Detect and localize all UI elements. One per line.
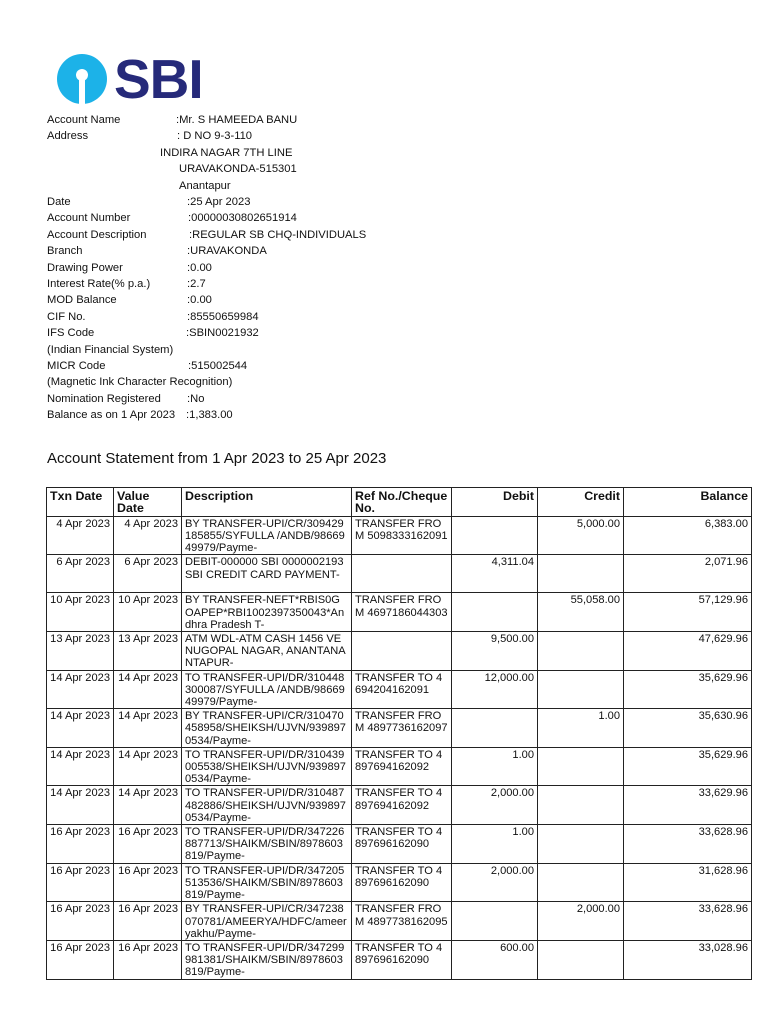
account-info-value: :85550659984 xyxy=(187,310,259,323)
account-info-label: Account Name xyxy=(47,114,121,126)
cell-balance: 33,629.96 xyxy=(624,786,752,825)
cell-txn-date: 14 Apr 2023 xyxy=(47,709,114,748)
cell-ref xyxy=(352,555,452,593)
table-row xyxy=(47,863,752,902)
account-info-value: :Mr. S HAMEEDA BANU xyxy=(176,114,298,126)
cell-description: BY TRANSFER-NEFT*RBIS0GOAPEP*RBI1002397350043*Andhra Pradesh T- xyxy=(182,593,352,632)
cell-description: TO TRANSFER-UPI/DR/310439005538/SHEIKSH/UJVN/9398970534/Payme- xyxy=(182,747,352,786)
account-info-value: :25 Apr 2023 xyxy=(187,196,251,208)
cell-ref: TRANSFER TO 4897696162090 xyxy=(352,863,452,902)
cell-ref: TRANSFER TO 4897696162090 xyxy=(352,825,452,864)
cell-value-date: 16 Apr 2023 xyxy=(114,863,182,902)
cell-credit: 1.00 xyxy=(538,709,624,748)
cell-txn-date: 10 Apr 2023 xyxy=(47,593,114,632)
cell-credit xyxy=(538,863,624,902)
table-row xyxy=(47,555,752,593)
cell-credit xyxy=(538,825,624,864)
cell-description: BY TRANSFER-UPI/CR/347238070781/AMEERYA/HDFC/ameeryakhu/Payme- xyxy=(182,902,352,941)
cell-debit: 600.00 xyxy=(452,940,538,979)
statement-title: Account Statement from 1 Apr 2023 to 25 Apr 2023 xyxy=(47,450,387,467)
cell-balance: 31,628.96 xyxy=(624,863,752,902)
cell-ref: TRANSFER TO 4897694162092 xyxy=(352,747,452,786)
account-info-label: MOD Balance xyxy=(47,294,117,307)
cell-balance: 35,629.96 xyxy=(624,747,752,786)
cell-description: BY TRANSFER-UPI/CR/309429185855/SYFULLA /ANDB/9866949979/Payme- xyxy=(182,516,352,555)
cell-value-date: 14 Apr 2023 xyxy=(114,786,182,825)
account-info-label: (Indian Financial System) xyxy=(47,343,174,356)
cell-txn-date: 13 Apr 2023 xyxy=(47,632,114,671)
table-row xyxy=(47,902,752,941)
account-info-label: Nomination Registered xyxy=(47,392,161,405)
account-info-value: :0.00 xyxy=(187,261,212,274)
table-header-row xyxy=(47,488,752,517)
cell-debit: 9,500.00 xyxy=(452,632,538,671)
cell-balance: 33,628.96 xyxy=(624,825,752,864)
cell-credit xyxy=(538,632,624,671)
table-row xyxy=(47,593,752,632)
sbi-logo xyxy=(56,48,206,110)
account-info-value: URAVAKONDA-515301 xyxy=(179,163,297,176)
cell-balance: 35,629.96 xyxy=(624,670,752,709)
cell-txn-date: 16 Apr 2023 xyxy=(47,825,114,864)
cell-balance: 35,630.96 xyxy=(624,709,752,748)
cell-value-date: 16 Apr 2023 xyxy=(114,825,182,864)
table-row xyxy=(47,940,752,979)
cell-txn-date: 4 Apr 2023 xyxy=(47,516,114,555)
account-info-label: Address xyxy=(47,130,89,143)
cell-ref: TRANSFER FROM 4897736162097 xyxy=(352,709,452,748)
cell-debit: 1.00 xyxy=(452,825,538,864)
table-row xyxy=(47,670,752,709)
cell-credit: 2,000.00 xyxy=(538,902,624,941)
cell-value-date: 13 Apr 2023 xyxy=(114,632,182,671)
cell-txn-date: 14 Apr 2023 xyxy=(47,747,114,786)
cell-credit xyxy=(538,555,624,593)
cell-ref: TRANSFER FROM 4897738162095 xyxy=(352,902,452,941)
account-info-value: Anantapur xyxy=(179,179,231,192)
account-info-value: :SBIN0021932 xyxy=(186,327,259,340)
cell-balance: 6,383.00 xyxy=(624,516,752,555)
cell-debit xyxy=(452,593,538,632)
account-info-value: :1,383.00 xyxy=(186,409,233,422)
cell-value-date: 14 Apr 2023 xyxy=(114,709,182,748)
account-info-label: Drawing Power xyxy=(47,261,123,274)
cell-balance: 57,129.96 xyxy=(624,593,752,632)
account-info-value: :2.7 xyxy=(187,278,206,290)
cell-ref: TRANSFER TO 4694204162091 xyxy=(352,670,452,709)
header-credit: Credit xyxy=(538,488,624,517)
cell-value-date: 14 Apr 2023 xyxy=(114,670,182,709)
cell-description: ATM WDL-ATM CASH 1456 VENUGOPAL NAGAR, ANANTANANTAPUR- xyxy=(182,632,352,671)
table-row xyxy=(47,825,752,864)
cell-debit xyxy=(452,709,538,748)
account-info-value: : D NO 9-3-110 xyxy=(177,130,253,143)
cell-description: TO TRANSFER-UPI/DR/347226887713/SHAIKM/SBIN/8978603819/Payme- xyxy=(182,825,352,864)
cell-credit: 55,058.00 xyxy=(538,593,624,632)
cell-credit xyxy=(538,747,624,786)
header-value-date: Value Date xyxy=(114,488,182,517)
cell-txn-date: 16 Apr 2023 xyxy=(47,863,114,902)
account-info-label: Date xyxy=(47,196,71,208)
cell-value-date: 10 Apr 2023 xyxy=(114,593,182,632)
cell-ref: TRANSFER TO 4897694162092 xyxy=(352,786,452,825)
account-info-value: INDIRA NAGAR 7TH LINE xyxy=(160,146,293,159)
cell-txn-date: 14 Apr 2023 xyxy=(47,786,114,825)
cell-credit xyxy=(538,940,624,979)
account-info-label: Account Number xyxy=(47,212,131,225)
account-info-value: :No xyxy=(187,392,205,405)
sbi-logo-text: SBI xyxy=(114,48,203,110)
cell-credit xyxy=(538,670,624,709)
transactions-table xyxy=(46,487,752,980)
account-info-label: IFS Code xyxy=(47,327,95,340)
cell-description: TO TRANSFER-UPI/DR/310487482886/SHEIKSH/UJVN/9398970534/Payme- xyxy=(182,786,352,825)
table-row xyxy=(47,786,752,825)
header-debit: Debit xyxy=(452,488,538,517)
cell-value-date: 6 Apr 2023 xyxy=(114,555,182,593)
table-row xyxy=(47,516,752,555)
sbi-logo-icon xyxy=(56,53,108,105)
cell-debit: 2,000.00 xyxy=(452,786,538,825)
header-balance: Balance xyxy=(624,488,752,517)
account-info-value: :REGULAR SB CHQ-INDIVIDUALS xyxy=(189,228,367,241)
header-ref: Ref No./Cheque No. xyxy=(352,488,452,517)
account-info-label: Branch xyxy=(47,245,83,258)
account-info-label: (Magnetic Ink Character Recognition) xyxy=(47,376,233,389)
cell-ref: TRANSFER FROM 5098333162091 xyxy=(352,516,452,555)
account-info-label: CIF No. xyxy=(47,310,86,323)
account-info-value: :00000030802651914 xyxy=(188,212,297,225)
account-info-label: Account Description xyxy=(47,228,147,241)
cell-balance: 47,629.96 xyxy=(624,632,752,671)
cell-debit: 1.00 xyxy=(452,747,538,786)
cell-value-date: 16 Apr 2023 xyxy=(114,940,182,979)
cell-debit xyxy=(452,902,538,941)
cell-debit: 2,000.00 xyxy=(452,863,538,902)
table-row xyxy=(47,709,752,748)
cell-description: TO TRANSFER-UPI/DR/310448300087/SYFULLA /ANDB/9866949979/Payme- xyxy=(182,670,352,709)
account-info-value: :URAVAKONDA xyxy=(187,245,267,258)
header-txn-date: Txn Date xyxy=(47,488,114,517)
cell-balance: 33,028.96 xyxy=(624,940,752,979)
cell-credit: 5,000.00 xyxy=(538,516,624,555)
cell-txn-date: 16 Apr 2023 xyxy=(47,940,114,979)
cell-ref: TRANSFER FROM 4697186044303 xyxy=(352,593,452,632)
cell-description: TO TRANSFER-UPI/DR/347205513536/SHAIKM/SBIN/8978603819/Payme- xyxy=(182,863,352,902)
table-row xyxy=(47,747,752,786)
cell-description: BY TRANSFER-UPI/CR/310470458958/SHEIKSH/UJVN/9398970534/Payme- xyxy=(182,709,352,748)
cell-value-date: 4 Apr 2023 xyxy=(114,516,182,555)
cell-debit: 4,311.04 xyxy=(452,555,538,593)
table-row xyxy=(47,632,752,671)
cell-txn-date: 16 Apr 2023 xyxy=(47,902,114,941)
cell-txn-date: 14 Apr 2023 xyxy=(47,670,114,709)
cell-txn-date: 6 Apr 2023 xyxy=(47,555,114,593)
account-info-label: Interest Rate(% p.a.) xyxy=(47,278,151,290)
cell-balance: 33,628.96 xyxy=(624,902,752,941)
cell-value-date: 14 Apr 2023 xyxy=(114,747,182,786)
cell-description: DEBIT-000000 SBI 0000002193 SBI CREDIT CARD PAYMENT- xyxy=(182,555,352,593)
cell-ref xyxy=(352,632,452,671)
cell-ref: TRANSFER TO 4897696162090 xyxy=(352,940,452,979)
cell-debit xyxy=(452,516,538,555)
account-info-label: Balance as on 1 Apr 2023 xyxy=(47,409,176,422)
account-info-label: MICR Code xyxy=(47,360,106,372)
cell-value-date: 16 Apr 2023 xyxy=(114,902,182,941)
account-info-value: :0.00 xyxy=(187,294,212,307)
cell-description: TO TRANSFER-UPI/DR/347299981381/SHAIKM/SBIN/8978603819/Payme- xyxy=(182,940,352,979)
cell-balance: 2,071.96 xyxy=(624,555,752,593)
account-info-value: :515002544 xyxy=(188,360,248,372)
cell-credit xyxy=(538,786,624,825)
cell-debit: 12,000.00 xyxy=(452,670,538,709)
header-description: Description xyxy=(182,488,352,517)
